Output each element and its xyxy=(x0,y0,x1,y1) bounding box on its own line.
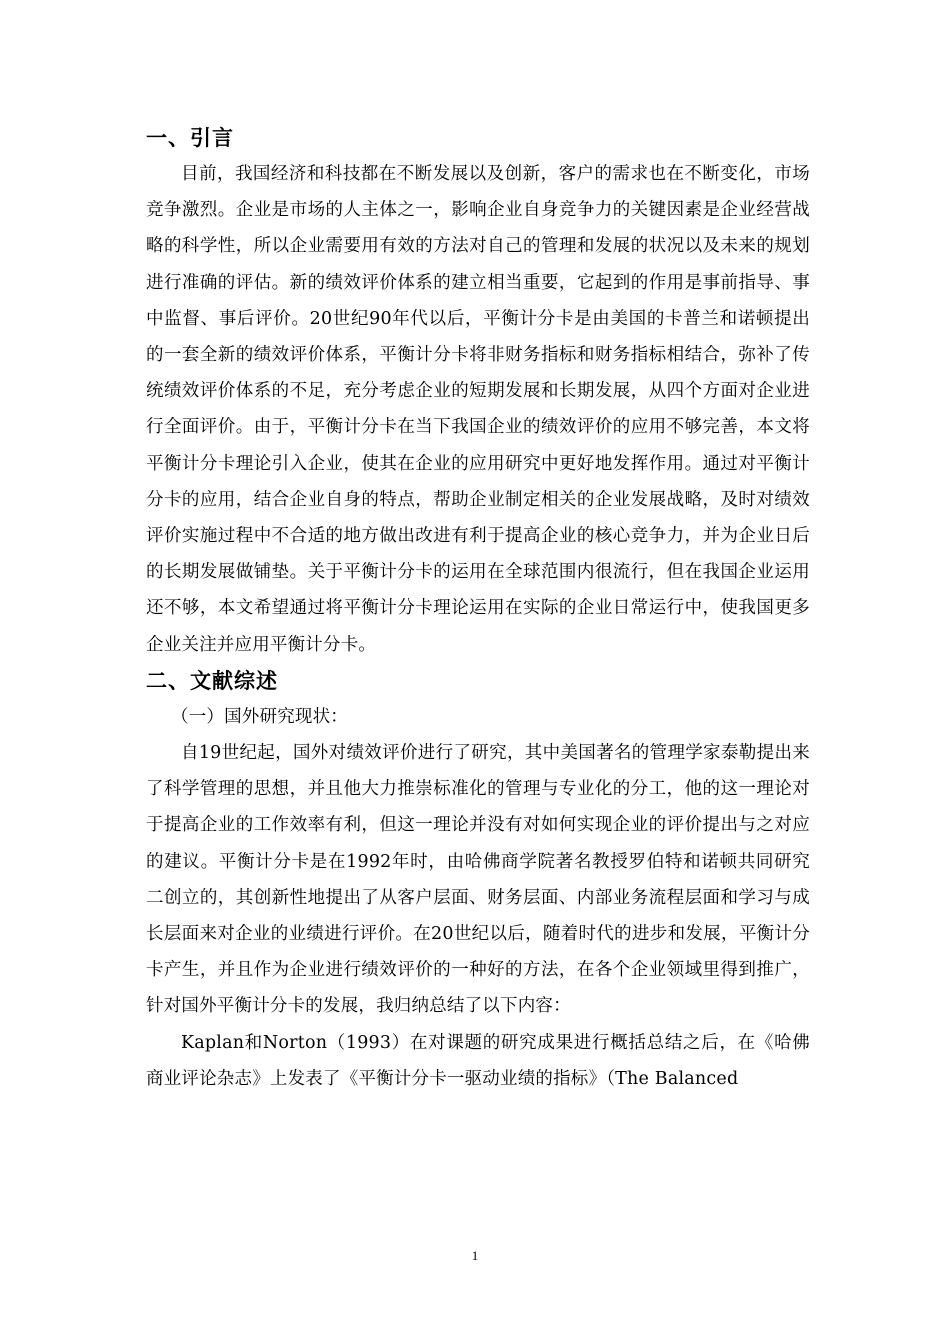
literature-review-paragraph: 自19世纪起，国外对绩效评价进行了研究，其中美国著名的管理学家泰勒提出来了科学管理的思想，并且他大力推崇标准化的管理与专业化的分工，他的这一理论对于提高企业的工作效率有利，但这一理论并没有对如何实现企业的评价提出与之对应的建议。平衡计分卡是在1992年时，由哈佛商学院著名教授罗伯特和诺顿共同研究二创立的，其创新性地提出了从客户层面、财务层面、内部业务流程层面和学习与成长层面来对企业的业绩进行评价。在20世纪以后，随着时代的进步和发展，平衡计分卡产生，并且作为企业进行绩效评价的一种好的方法，在各个企业领域里得到推广，针对国外平衡计分卡的发展，我归纳总结了以下内容： xyxy=(146,743,810,1017)
kaplan-norton-paragraph: Kaplan和Norton（1993）在对课题的研究成果进行概括总结之后，在《哈佛商业评论杂志》上发表了《平衡计分卡一驱动业绩的指标》（The Balanced xyxy=(146,1032,810,1089)
section-heading-introduction: 一、引言 xyxy=(146,126,234,150)
section-heading-literature-review: 二、文献综述 xyxy=(146,668,278,693)
introduction-paragraph: 目前，我国经济和科技都在不断发展以及创新，客户的需求也在不断变化，市场竞争激烈。企业是市场的人主体之一，影响企业自身竞争力的关键因素是企业经营战略的科学性，所以企业需要用有效的方法对自己的管理和发展的状况以及未来的规划进行准确的评估。新的绩效评价体系的建立相当重要，它起到的作用是事前指导、事中监督、事后评价。20世纪90年代以后，平衡计分卡是由美国的卡普兰和诺顿提出的一套全新的绩效评价体系，平衡计分卡将非财务指标和财务指标相结合，弥补了传统绩效评价体系的不足，充分考虑企业的短期发展和长期发展，从四个方面对企业进行全面评价。由于，平衡计分卡在当下我国企业的绩效评价的应用不够完善，本文将平衡计分卡理论引入企业，使其在企业的应用研究中更好地发挥作用。通过对平衡计分卡的应用，结合企业自身的特点，帮助企业制定相关的企业发展战略，及时对绩效评价实施过程中不合适的地方做出改进有利于提高企业的核心竞争力，并为企业日后的长期发展做铺垫。关于平衡计分卡的运用在全球范围内很流行，但在我国企业运用还不够，本文希望通过将平衡计分卡理论运用在实际的企业日常运行中，使我国更多企业关注并应用平衡计分卡。 xyxy=(146,164,810,655)
page-body xyxy=(146,120,810,1097)
page-number: 1 xyxy=(471,1248,479,1263)
subsection-heading-foreign-research: （一）国外研究现状： xyxy=(171,706,348,727)
